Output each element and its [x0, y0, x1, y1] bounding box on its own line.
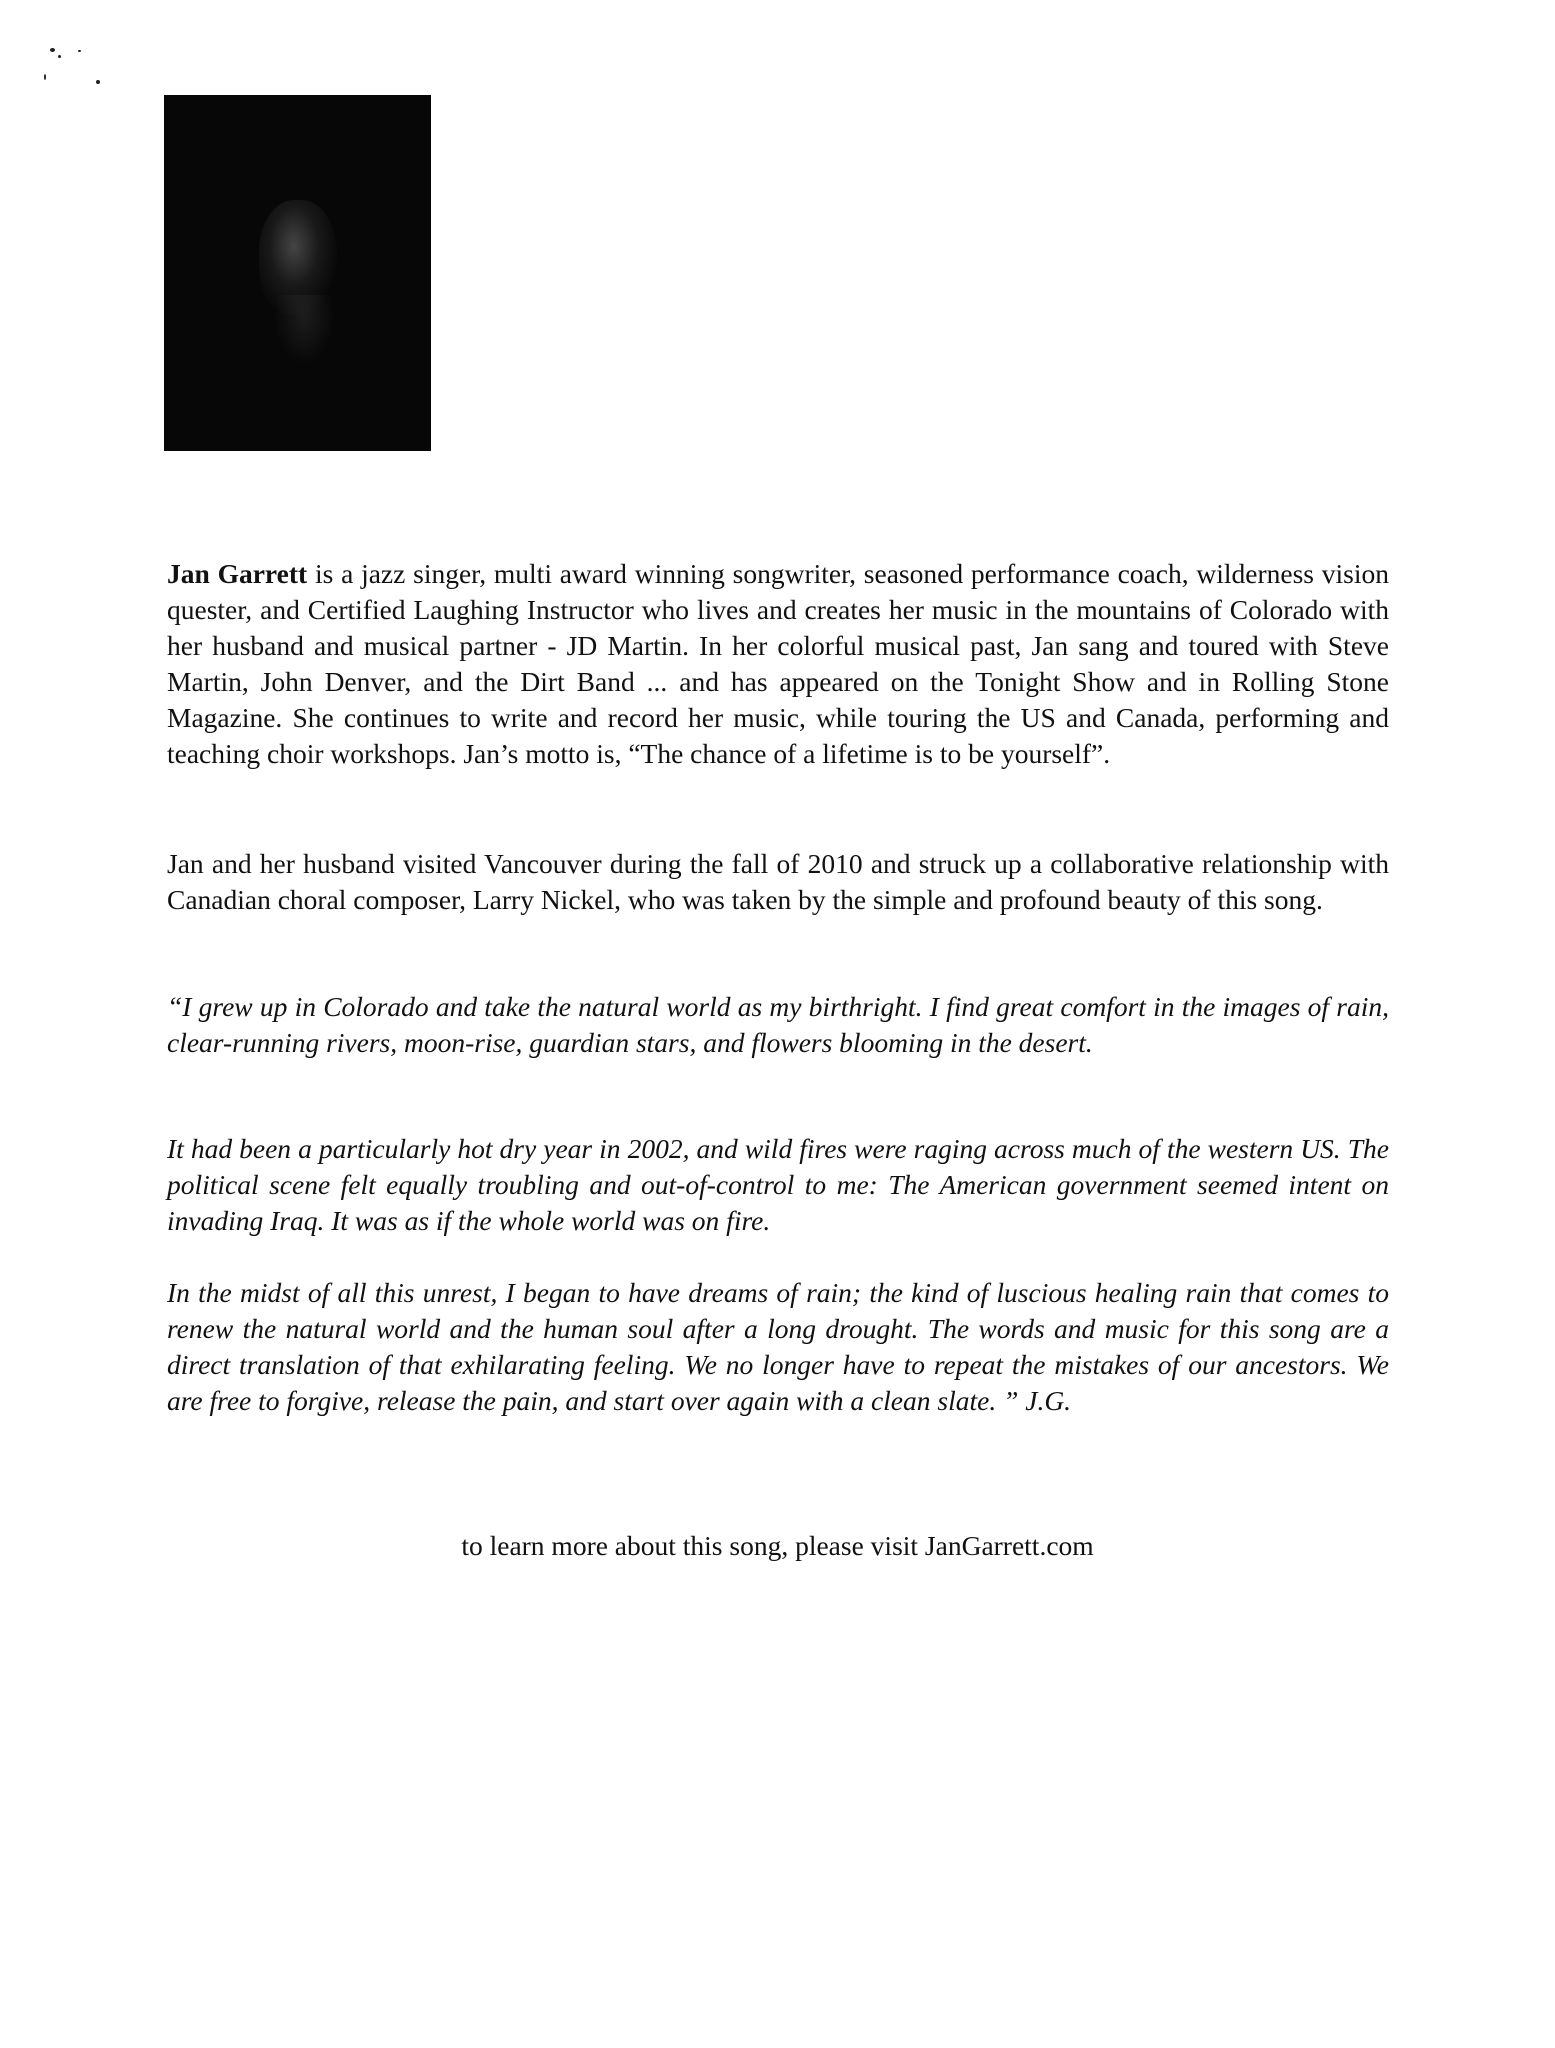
bio-paragraph-1-text: is a jazz singer, multi award winning songwriter, seasoned performance coach, wilderness vision quester, and Certified Laughing Instructor who lives and creates her music in the mountains of Colorado with her husband and musical partner - JD Martin. In her colorful musical past, Jan sang and toured with Steve Martin, John Denver, and the Dirt Band ... and has appeared on the Tonight Show and in Rolling Stone Magazine. She continues to write and record her music, while touring the US and Canada, performing and teaching choir workshops. Jan’s motto is, “The chance of a lifetime is to be yourself”. [167, 558, 1390, 769]
quote-paragraph-1: “I grew up in Colorado and take the natural world as my birthright. I find great comfort in the images of rain, clear-running rivers, moon-rise, guardian stars, and flowers blooming in the desert. [167, 991, 1389, 1058]
portrait-shadow [274, 295, 334, 365]
scan-speck [50, 48, 55, 52]
quote-paragraph-2: It had been a particularly hot dry year in 2002, and wild fires were raging across much of the western US. The political scene felt equally troubling and out-of-control to me: The American government seemed intent on invading Iraq. It was as if the whole world was on fire. [167, 1133, 1389, 1236]
bio-paragraph-1 [167, 556, 1389, 772]
quote-paragraph-3: In the midst of all this unrest, I began to have dreams of rain; the kind of luscious healing rain that comes to renew the natural world and the human soul after a long drought. The words and music for this song are a direct translation of that exhilarating feeling. We no longer have to repeat the mistakes of our ancestors. We are free to forgive, release the pain, and start over again with a clean slate. ” J.G. [167, 1277, 1389, 1416]
scan-speck [44, 74, 46, 80]
scan-speck [96, 80, 100, 84]
bio-paragraph-2: Jan and her husband visited Vancouver during the fall of 2010 and struck up a collaborative relationship with Canadian choral composer, Larry Nickel, who was taken by the simple and profound beauty of this song. [167, 848, 1389, 915]
footer-note: to learn more about this song, please visit JanGarrett.com [461, 1530, 1094, 1561]
portrait-photo [164, 95, 431, 451]
scan-speck [58, 55, 61, 58]
artist-name: Jan Garrett [167, 558, 308, 589]
scan-speck [78, 50, 81, 52]
